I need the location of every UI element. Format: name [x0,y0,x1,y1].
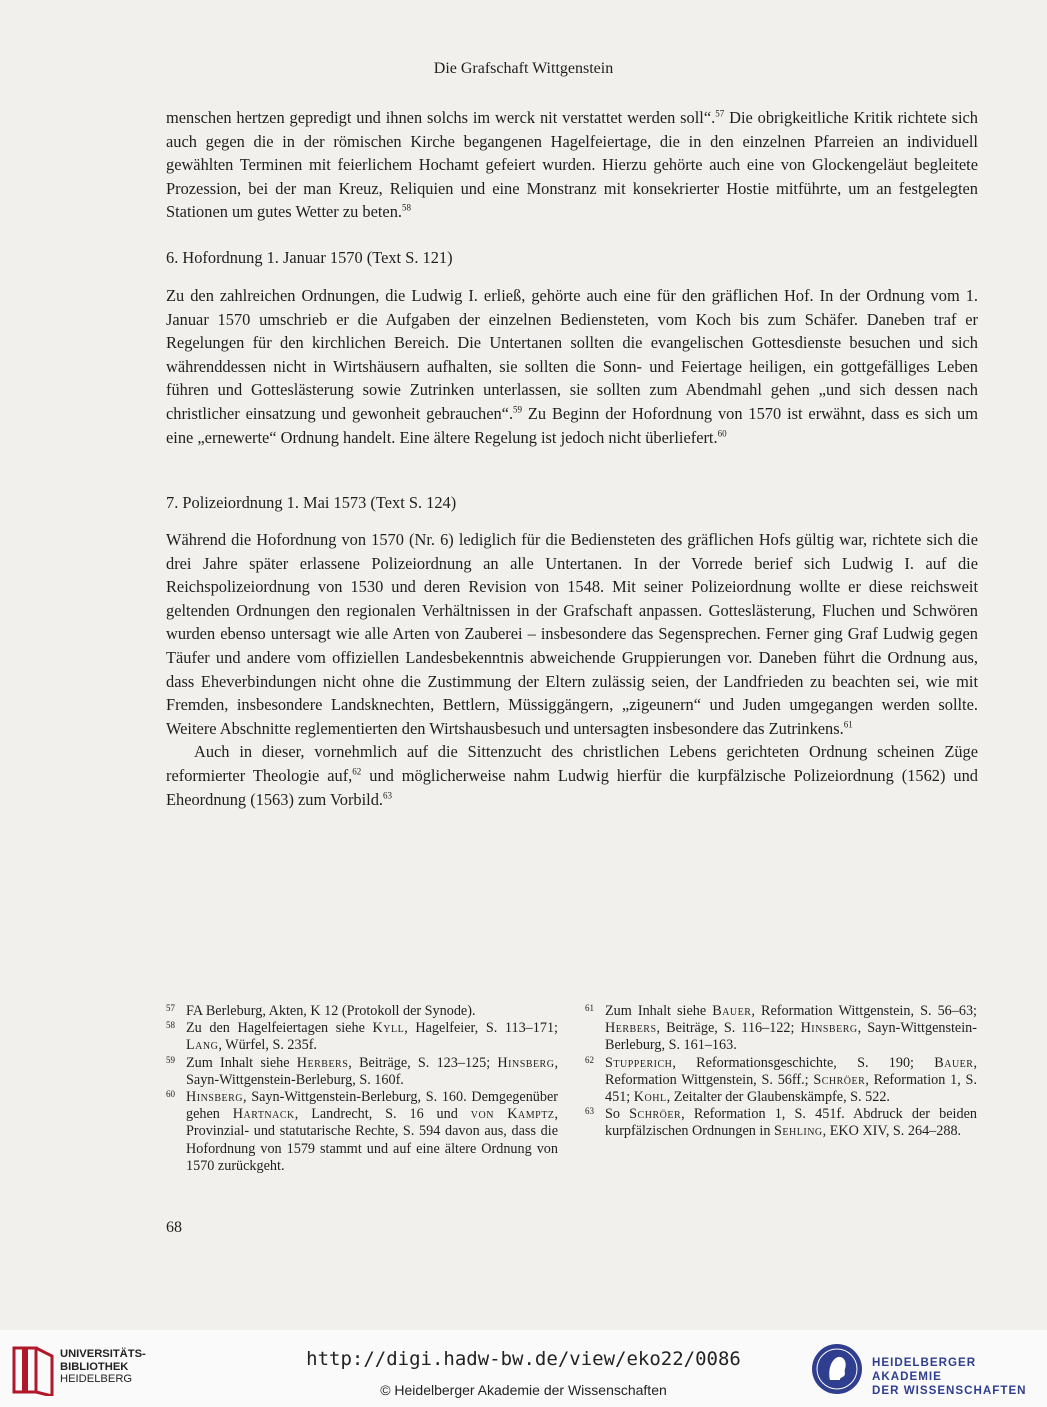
footnote-61: 61 Zum Inhalt siehe Bauer, Reformation Wittgenstein, S. 56–63; Herbers, Beiträge, S. 116–122; Hinsberg, Sayn-Wittgenstein-Berleburg, S. 161–163. [585,1003,977,1054]
footnote-ref[interactable]: 63 [383,790,392,801]
copyright-notice: © Heidelberger Akademie der Wissenschaften [380,1382,667,1398]
hadw-label[interactable]: HEIDELBERGER AKADEMIE DER WISSENSCHAFTEN [872,1356,1027,1397]
running-head: Die Grafschaft Wittgenstein [433,60,614,77]
ub-heidelberg-label[interactable]: UNIVERSITÄTS- BIBLIOTHEK HEIDELBERG [60,1348,146,1386]
footnotes-right [585,1003,977,1141]
intro-paragraph: menschen hertzen gepredigt und ihnen solchs im werck nit verstattet werden soll“.$^{57}$ Die obrigkeitliche Kritik richtete sich auch gegen die in der römischen Kirche begangenen Hagelfeiertage, die in den einzelnen Pfarreien an individuell gewählten Terminen mit feierlichem Hochamt gefeiert wurden. Hierzu gehörte auch eine von Glockengeläut begleitete Prozession, bei der man Kreuz, Reliquien und eine Monstranz mit konsekrierter Hostie mitführte, um an festgelegten Stationen um gutes Wetter zu beten.$^{58}$ [166,108,978,222]
permalink-url[interactable]: http://digi.hadw-bw.de/view/eko22/0086 [306,1348,741,1370]
footnote-57: 57 FA Berleburg, Akten, K 12 (Protokoll der Synode). [166,1003,476,1019]
footnote-ref[interactable]: 58 [401,202,411,213]
footnote-62: 62 Stupperich, Reformationsgeschichte, S. 190; Bauer, Reformation Wittgenstein, S. 56ff.; Schröer, Reformation 1, S. 451; Kohl, Zeitalter der Glaubenskämpfe, S. 522. [585,1054,977,1106]
section-heading-7: 7. Polizeiordnung 1. Mai 1573 (Text S. 124) [166,493,457,512]
page-number: 68 [166,1219,182,1236]
section7-paragraph-1: Während die Hofordnung von 1570 (Nr. 6) lediglich für die Bediensteten des gräflichen Hofs gültig war, richtete sich die drei Jahre später erlassene Polizeiordnung an alle Untertanen. In der Vorrede berief sich Ludwig I. auf die Reichspolizeiordnung von 1530 und deren Revision von 1548. Mit seiner Polizeiordnung wollte er diese reichsweit geltenden Ordnungen den regionalen Verhältnissen in der Grafschaft anpassen. Gotteslästerung, Fluchen und Schwören wurden ebenso untersagt wie alle Arten von Zauberei – insbesondere das Segensprechen. Ferner ging Graf Ludwig gegen Täufer und andere vom offiziellen Landesbekenntnis abweichende Gruppierungen vor. Daneben führt die Ordnung aus, dass Eheverbindungen nicht ohne die Zustimmung der Eltern zulässig seien, der Landfrieden zu beachten sei, wie mit Fremden, insbesondere Landsknechten, Bettlern, Müssiggängern, „zigeunern“ und Juden umgegangen werden sollte. Weitere Abschnitte reglementierten den Wirtshausbesuch und untersagten insbesondere das Zutrinkens.$^{61}$ [166,530,978,738]
section7-paragraph-2: Auch in dieser, vornehmlich auf die Sittenzucht des christlichen Lebens gerichteten Ordnung scheinen Züge reformierter Theologie auf,$^{62}$ und möglicherweise nahm Ludwig hierfür die kurpfälzische Polizeiordnung (1562) und Eheordnung (1563) zum Vorbild.$^{63}$ [166,742,979,809]
footnotes-left [166,1003,558,1175]
footnote-60: 60 Hinsberg, Sayn-Wittgenstein-Berleburg, S. 160. Demgegenüber gehen Hartnack, Landrecht, S. 16 und von Kamptz, Provinzial- und statutarische Rechte, S. 594 davon aus, dass die Hofordnung von 1579 stammt und auf eine ältere Ordnung von 1570 zurückgeht. [166,1089,558,1174]
section-heading-6: 6. Hofordnung 1. Januar 1570 (Text S. 121) [166,248,453,267]
viewer-footer [0,1330,1047,1407]
footnote-ref[interactable]: 57 [715,108,725,119]
footnote-58: 58 Zu den Hagelfeiertagen siehe Kyll, Hagelfeier, S. 113–171; Lang, Würfel, S. 235f. [166,1020,558,1054]
hadw-seal-logo-icon[interactable] [810,1342,864,1396]
section7-text [166,528,978,811]
section6-paragraph: Zu den zahlreichen Ordnungen, die Ludwig I. erließ, gehörte auch eine für den gräflichen Hof. In der Ordnung vom 1. Januar 1570 umschrieb er die Aufgaben der einzelnen Bediensteten, vom Koch bis zum Schäfer. Daneben traf er Regelungen für den kirchlichen Bereich. Die Untertanen sollten die evangelischen Gottesdienste besuchen und sich währenddessen nicht in Wirtshäusern aufhalten, sie sollten die Sonn- und Feiertage heiligen, ein gottgefälliges Leben führen und Gotteslästerung sowie Zutrinken unterlassen, sie sollten zum Abendmahl gehen „und sich dessen nach christlicher einsatzung und gewonheit gebrauchen“.$^{59}$ Zu Beginn der Hofordnung von 1570 ist erwähnt, dass es sich um eine „ernewerte“ Ordnung handelt. Eine ältere Regelung ist jedoch nicht überliefert.$^{60}$ [166,286,978,447]
footnote-ref[interactable]: 60 [717,428,727,439]
footnote-63: 63 So Schröer, Reformation 1, S. 451f. Abdruck der beiden kurpfälzischen Ordnungen in Sehling, EKO XIV, S. 264–288. [585,1106,977,1140]
footnote-ref[interactable]: 61 [843,719,853,730]
footnote-59: 59 Zum Inhalt siehe Herbers, Beiträge, S. 123–125; Hinsberg, Sayn-Wittgenstein-Berleburg, S. 160f. [166,1054,558,1088]
footnote-ref[interactable]: 62 [352,766,362,777]
footnote-ref[interactable]: 59 [513,404,523,415]
